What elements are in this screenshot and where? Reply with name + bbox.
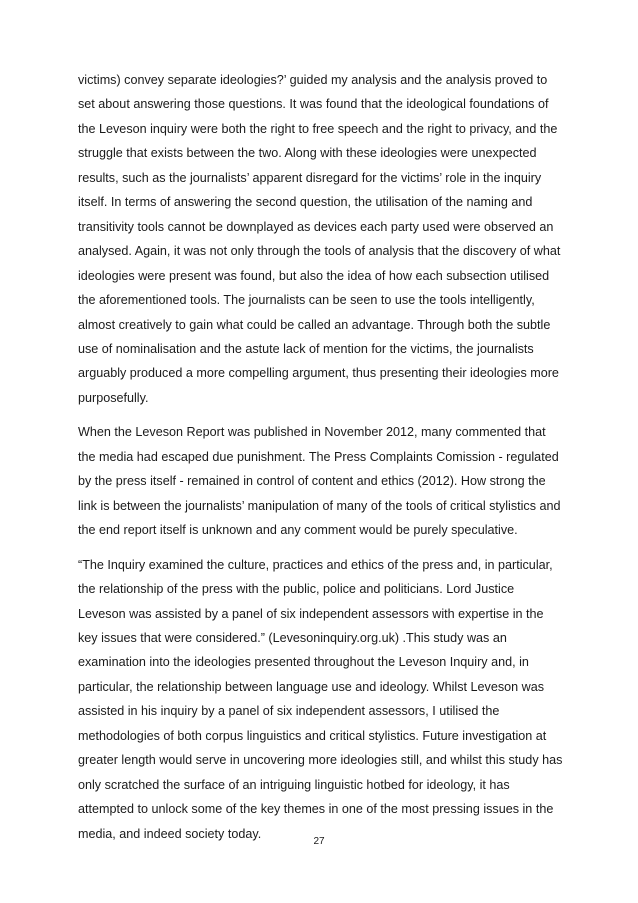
- paragraph-inquiry-quote: “The Inquiry examined the culture, practices and ethics of the press and, in particular, the relationship of the press with the public, police and politicians. Lord Justice Leveson was assisted by a panel of six independent assessors with expertise in the key issues that were considered.” (Levesoninquiry.org.uk) .This study was an examination into the ideologies presented throughout the Leveson Inquiry and, in particular, the relationship between language use and ideology. Whilst Leveson was assisted in his inquiry by a panel of six independent assessors, I utilised the methodologies of both corpus linguistics and critical stylistics. Future investigation at greater length would serve in uncovering more ideologies still, and whilst this study has only scratched the surface of an intriguing linguistic hotbed for ideology, it has attempted to unlock some of the key themes in one of the most pressing issues in the media, and indeed society today.: [78, 557, 563, 841]
- paragraph-conclusion-analysis: victims) convey separate ideologies?’ guided my analysis and the analysis proved to set about answering those questions. It was found that the ideological foundations of the Leveson inquiry were both the right to free speech and the right to privacy, and the struggle that exists between the two. Along with these ideologies were unexpected results, such as the journalists’ apparent disregard for the victims’ role in the inquiry itself. In terms of answering the second question, the utilisation of the naming and transitivity tools cannot be downplayed as devices each party used were observed an analysed. Again, it was not only through the tools of analysis that the discovery of what ideologies were present was found, but also the idea of how each subsection utilised the aforementioned tools. The journalists can be seen to use the tools intelligently, almost creatively to gain what could be called an advantage. Through both the subtle use of nominalisation and the astute lack of mention for the victims, the journalists arguably produced a more compelling argument, thus presenting their ideologies more purposefully.: [78, 73, 561, 405]
- page-number: 27: [313, 836, 325, 847]
- body-text: [78, 68, 564, 856]
- paragraph-leveson-report: When the Leveson Report was published in November 2012, many commented that the media had escaped due punishment. The Press Complaints Comission - regulated by the press itself - remained in control of content and ethics (2012). How strong the link is between the journalists’ manipulation of many of the tools of critical stylistics and the end report itself is unknown and any comment would be purely speculative.: [78, 425, 561, 538]
